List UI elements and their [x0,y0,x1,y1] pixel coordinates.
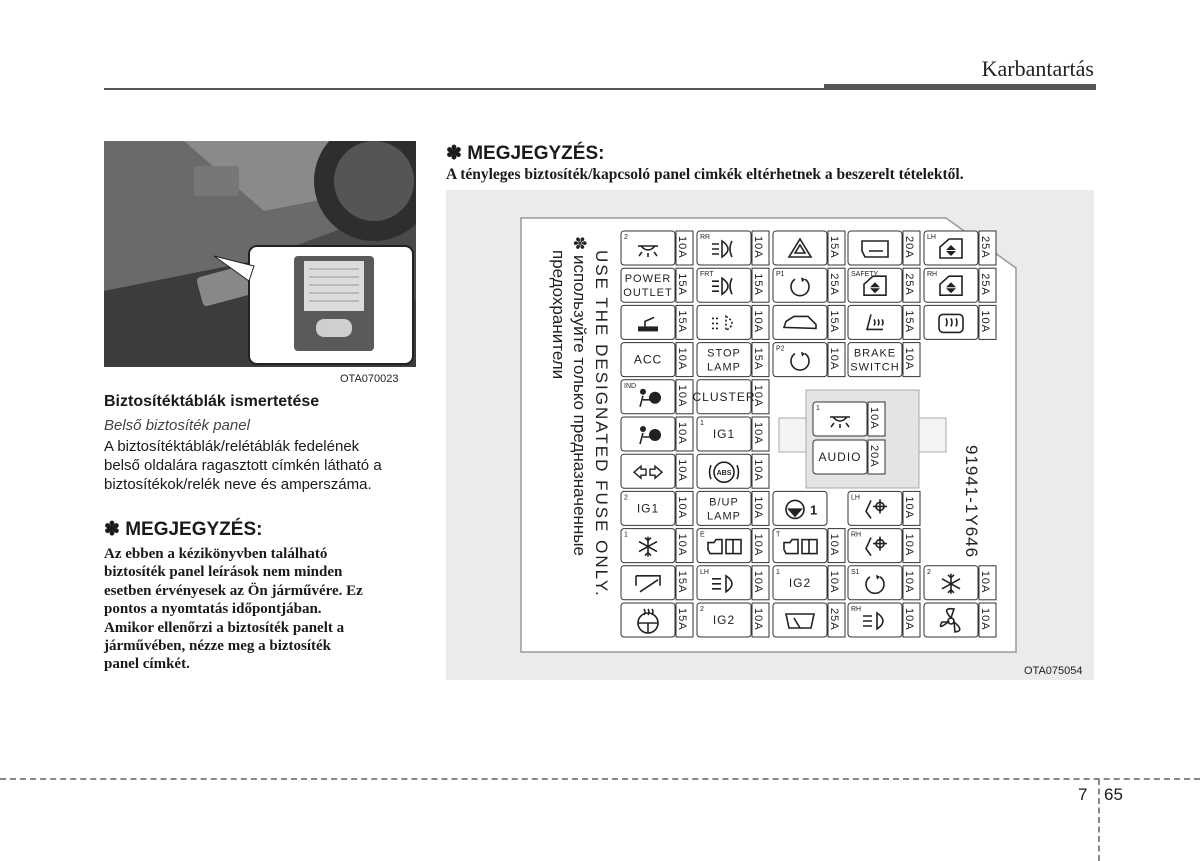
fuse-tag: T [776,531,781,539]
fuse-col5-2 [924,305,996,339]
fuse-tag: 2 [624,494,628,502]
side-text-ru-1: ✽ используйте только предназначенные [570,236,589,556]
fuse-amperage: 10A [828,347,840,371]
fuse-col3-2 [773,305,845,339]
fuse-col3-0 [773,231,845,265]
fuse-label: ACC [633,352,663,367]
fuse-amperage: 10A [752,236,764,259]
fuse-amperage: 15A [828,236,840,259]
header-rule-accent [824,84,1096,90]
fuse-col2-5 [697,417,769,451]
fuse-label: BRAKE [853,347,897,360]
fuse-col2-3 [697,343,769,377]
fuse-label: SWITCH [850,361,900,374]
fuse-amperage: 10A [752,570,764,594]
fuse-col4-1 [848,268,920,302]
fuse-col2-4 [692,380,769,414]
photo-caption: OTA070023 [340,373,399,385]
fuse-amperage: 10A [979,570,991,594]
fuse-col2-10 [697,603,769,637]
fuse-col3-lower-0 [773,491,827,525]
fuse-amperage: 10A [903,533,915,557]
fuse-col2-8 [697,529,769,563]
fuse-amperage: 15A [676,570,688,594]
fuse-label: B/UP [709,496,739,509]
fuse-amperage: 20A [903,236,915,259]
fuse-diagram-svg [446,190,1094,680]
fuse-tag: LH [851,494,860,502]
svg-text:ABS: ABS [716,470,732,478]
fuse-amperage: 20A [868,445,880,468]
fuse-amperage: 25A [979,236,991,259]
fuse-amperage: 15A [676,608,688,631]
fuse-col2-2 [697,305,769,339]
fuse-panel-location-photo [104,141,416,367]
diagram-caption: OTA075054 [1024,665,1083,677]
fuse-tag: IND [624,382,637,390]
fuse-col5-0 [924,231,996,265]
fuse-col3-lower-3 [773,603,845,637]
fuse-amperage: 10A [752,384,764,408]
fuse-amperage: 25A [979,273,991,296]
fuse-amperage: 10A [828,570,840,594]
fuse-amperage: 15A [752,347,764,371]
fuse-tag: 1 [776,568,780,576]
fuse-amperage: 10A [903,347,915,371]
fuse-col1-6 [621,454,693,488]
fuse-amperage: 10A [676,533,688,557]
note-line: Az ebben a kézikönyvben található [104,546,328,562]
chapter-number: 7 [1078,785,1088,804]
fuse-amperage: 15A [676,310,688,333]
left-column [104,393,418,674]
right-note-body: A tényleges biztosíték/kapcsoló panel cimkék eltérhetnek a beszerelt tételektől. [446,166,964,183]
fuse-amperage: 25A [828,608,840,631]
note-body [104,545,418,674]
fuse-amperage: 10A [828,533,840,557]
fuse-col4-lower-0 [848,491,920,525]
fuse-amperage: 15A [676,273,688,296]
note-line: panel címkét. [104,656,190,673]
fuse-col4-2 [848,305,920,339]
fuse-col1-8 [621,529,693,563]
fuse-col5-1 [924,268,996,302]
fuse-col4-0 [848,231,920,265]
page-header-title: Karbantartás [981,56,1094,81]
body-line: belső oldalára ragasztott címkén látható a [104,457,382,474]
fuse-tag: P1 [776,271,785,279]
fuse-col4-lower-3 [848,603,920,637]
note-line: pontos a nyomtatás időpontjában. [104,601,322,618]
fuse-col4-lower-1 [848,529,920,563]
fuse-tag: RH [851,606,862,613]
side-text-ru-2: предохранители [549,250,568,380]
fuse-col2-6 [697,454,769,488]
fuse-amperage: 10A [979,310,991,333]
section-body [104,437,418,494]
fuse-tag: E [700,531,705,539]
body-line: A biztosítéktáblák/relétáblák fedelének [104,438,360,455]
fuse-tag: 1 [816,405,820,412]
fuse-tag: 1 [624,531,628,539]
fuse-col1-0 [621,231,693,265]
side-text-en: USE THE DESIGNATED FUSE ONLY. [592,250,611,598]
fuse-tag: 2 [927,568,931,576]
fuse-amperage: 10A [676,347,688,371]
fuse-tag: RH [927,271,938,279]
fuse-col1-5 [621,417,693,451]
fuse-amperage: 15A [752,273,764,296]
fuse-amperage: 10A [676,422,688,445]
fuse-amperage: 10A [676,384,688,408]
fuse-label: OUTLET [623,287,673,300]
body-line: biztosítékok/relék neve és amperszáma. [104,476,372,493]
fuse-tag: 2 [700,606,704,613]
fuse-col1-10 [621,603,693,637]
fuse-amperage: 10A [676,459,688,482]
note-title: ✽ MEGJEGYZÉS: [104,519,263,540]
fuse-label: POWER [624,273,672,286]
fuse-amperage: 10A [752,608,764,631]
fuse-label: IG2 [788,575,812,590]
fuse-center-0 [813,402,885,436]
fuse-amperage: 15A [828,310,840,333]
note-line: járművében, nézze meg a biztosíték [104,638,332,655]
note-line: Amikor ellenőrzi a biztosíték panelt a [104,619,345,636]
fuse-amperage: 15A [903,310,915,333]
section-title: Biztosítéktáblák ismertetése [104,393,320,410]
fuse-tag: SAFETY [851,271,879,279]
fuse-diagram [446,190,1094,680]
part-number: 91941-1Y646 [962,445,981,559]
footer-vertical-divider [1098,779,1100,861]
fuse-tag: RR [700,234,711,241]
fuse-label: LAMP [707,510,741,523]
fuse-label: AUDIO [818,450,862,464]
svg-text:1: 1 [810,502,818,518]
fuse-col3-3 [773,343,845,377]
fuse-col2-0 [697,231,769,265]
fuse-amperage: 10A [868,407,880,430]
fuse-tag: 2 [624,234,628,241]
fuse-col1-4 [621,380,693,414]
fuse-amperage: 10A [752,459,764,482]
fuse-tag: RH [851,531,862,539]
fuse-amperage: 10A [676,236,688,259]
fuse-col2-1 [697,268,769,302]
fuse-amperage: 10A [752,496,764,519]
section-subtitle: Belső biztosíték panel [104,417,250,434]
fuse-label: IG2 [712,613,736,627]
right-note-title: ✽ MEGJEGYZÉS: [446,143,605,164]
fuse-tag: 1 [700,420,704,427]
fuse-col1-7 [621,491,693,525]
fuse-col3-1 [773,268,845,302]
fuse-amperage: 10A [903,496,915,519]
fuse-col1-1 [621,268,693,302]
fuse-amperage: 10A [903,570,915,594]
fuse-tag: LH [700,568,709,576]
fuse-col3-lower-2 [773,566,845,600]
fuse-amperage: 10A [752,533,764,557]
fuse-col5-lower-1 [924,603,996,637]
fuse-col2-9 [697,566,769,600]
fuse-center-1 [813,440,885,474]
fuse-tag: FRT [700,271,714,279]
note-line: esetben érvényesek az Ön járművére. Ez [104,582,363,599]
fuse-amperage: 25A [828,273,840,296]
fuse-col4-lower-2 [848,566,920,600]
fuse-col1-3 [621,343,693,377]
fuse-col5-lower-0 [924,566,996,600]
fuse-amperage: 10A [752,422,764,445]
fuse-amperage: 25A [903,273,915,296]
fuse-tag: S1 [851,568,860,576]
fuse-col4-3 [848,343,920,377]
fuse-col3-lower-1 [773,529,845,563]
fuse-col1-2 [621,305,693,339]
fuse-label: IG1 [636,501,660,516]
fuse-tag: LH [927,234,936,241]
fuse-label: LAMP [707,361,741,374]
fuse-label: CLUSTER [692,389,756,404]
fuse-label: STOP [707,347,741,360]
note-line: biztosíték panel leírások nem minden [104,564,343,581]
footer-divider [0,778,1200,780]
fuse-col1-9 [621,566,693,600]
fuse-amperage: 10A [979,608,991,631]
page-number: 65 [1104,785,1123,804]
fuse-tag: P2 [776,345,785,353]
fuse-amperage: 10A [676,496,688,519]
fuse-col2-7 [697,491,769,525]
fuse-amperage: 10A [903,608,915,631]
fuse-label: IG1 [712,427,736,441]
fuse-amperage: 10A [752,310,764,333]
